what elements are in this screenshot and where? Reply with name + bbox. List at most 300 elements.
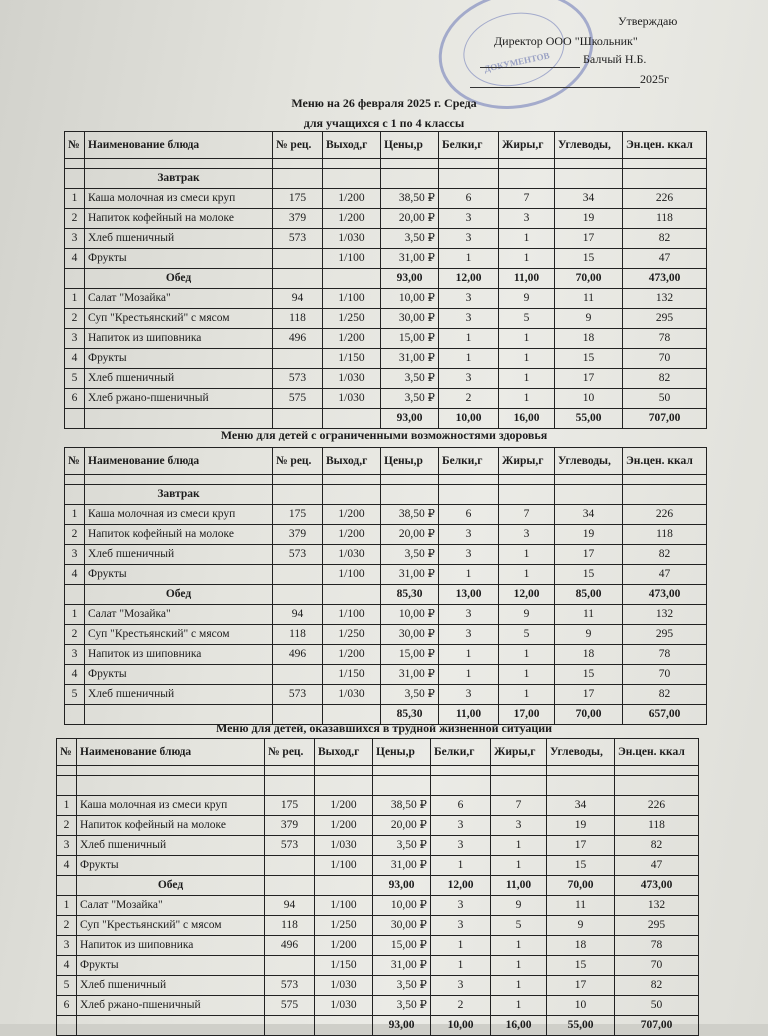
- price: 3,50 ₽: [381, 389, 439, 409]
- portion-output: 1/250: [323, 309, 381, 329]
- fats: 1: [499, 389, 555, 409]
- carbohydrates: 17: [555, 545, 623, 565]
- dish-name: Хлеб ржано-пшеничный: [85, 389, 273, 409]
- table-header: [65, 448, 707, 475]
- approval-date: 2025г: [470, 72, 669, 88]
- energy-kcal: 132: [623, 605, 707, 625]
- carbohydrates: 17: [555, 229, 623, 249]
- row-number: 3: [57, 836, 77, 856]
- price: 15,00 ₽: [381, 645, 439, 665]
- fats: 5: [499, 625, 555, 645]
- table-row: [57, 816, 699, 836]
- empty-cell: [323, 585, 381, 605]
- fats: 5: [491, 916, 547, 936]
- recipe-number: 573: [273, 369, 323, 389]
- proteins: 1: [439, 349, 499, 369]
- recipe-number: [273, 665, 323, 685]
- total-price: 93,00: [373, 876, 431, 896]
- recipe-number: [265, 956, 315, 976]
- meal-label: [85, 409, 273, 429]
- energy-kcal: 70: [623, 665, 707, 685]
- price: 38,50 ₽: [381, 505, 439, 525]
- table-row: [65, 309, 707, 329]
- recipe-number: 175: [273, 505, 323, 525]
- empty-cell: [65, 269, 85, 289]
- empty-cell: [273, 169, 323, 189]
- energy-kcal: 118: [623, 525, 707, 545]
- fats: 1: [491, 956, 547, 976]
- proteins: 6: [439, 189, 499, 209]
- empty-cell: [323, 159, 381, 169]
- empty-cell: [381, 169, 439, 189]
- empty-cell: [381, 475, 439, 485]
- approval-signatory: Балчый Н.Б.: [583, 52, 647, 66]
- portion-output: 1/100: [323, 565, 381, 585]
- column-header: Выход,г: [315, 739, 373, 766]
- carbohydrates: 11: [555, 605, 623, 625]
- fats: 7: [491, 796, 547, 816]
- energy-kcal: 295: [623, 625, 707, 645]
- proteins: 3: [431, 976, 491, 996]
- price: 30,00 ₽: [381, 309, 439, 329]
- dish-name: Фрукты: [85, 565, 273, 585]
- dish-name: Напиток из шиповника: [85, 329, 273, 349]
- carbohydrates: 17: [555, 369, 623, 389]
- column-header: Цены,р: [381, 448, 439, 475]
- fats: 1: [499, 645, 555, 665]
- dish-name: Фрукты: [85, 665, 273, 685]
- proteins: 3: [431, 916, 491, 936]
- proteins: 1: [439, 329, 499, 349]
- table-row: [57, 856, 699, 876]
- column-header: Наименование блюда: [85, 448, 273, 475]
- proteins: 1: [431, 936, 491, 956]
- proteins: 6: [431, 796, 491, 816]
- column-header: Эн.цен. ккал: [623, 132, 707, 159]
- carbohydrates: 15: [555, 349, 623, 369]
- empty-cell: [499, 159, 555, 169]
- price: 3,50 ₽: [381, 229, 439, 249]
- row-number: 2: [65, 625, 85, 645]
- empty-cell: [65, 475, 85, 485]
- empty-cell: [323, 475, 381, 485]
- proteins: 1: [439, 665, 499, 685]
- fats: 3: [491, 816, 547, 836]
- meal-label: Обед: [85, 269, 273, 289]
- empty-cell: [273, 485, 323, 505]
- energy-kcal: 118: [615, 816, 699, 836]
- energy-kcal: 82: [623, 229, 707, 249]
- total-price: 93,00: [381, 409, 439, 429]
- column-header: Цены,р: [381, 132, 439, 159]
- breakfast-total-row: [65, 269, 707, 289]
- column-header: №: [57, 739, 77, 766]
- proteins: 3: [439, 209, 499, 229]
- dish-name: Салат "Мозайка": [85, 289, 273, 309]
- menu-table: [64, 447, 707, 725]
- energy-kcal: 70: [623, 349, 707, 369]
- total-fats: 16,00: [491, 1016, 547, 1036]
- row-number: 4: [65, 349, 85, 369]
- empty-cell: [65, 169, 85, 189]
- recipe-number: 573: [273, 545, 323, 565]
- dish-name: Напиток из шиповника: [85, 645, 273, 665]
- carbohydrates: 10: [547, 996, 615, 1016]
- row-number: 6: [65, 389, 85, 409]
- row-number: 3: [65, 545, 85, 565]
- carbohydrates: 15: [555, 665, 623, 685]
- column-header: Выход,г: [323, 132, 381, 159]
- empty-cell: [499, 485, 555, 505]
- breakfast-header-row: [65, 169, 707, 189]
- empty-cell: [381, 159, 439, 169]
- section-title: Меню для детей с ограниченными возможностями здоровья: [220, 428, 548, 442]
- row-number: 1: [65, 605, 85, 625]
- empty-cell: [323, 169, 381, 189]
- total-fats: 16,00: [499, 409, 555, 429]
- empty-cell: [323, 409, 381, 429]
- spacer-row: [57, 766, 699, 776]
- carbohydrates: 11: [555, 289, 623, 309]
- total-fats: 11,00: [499, 269, 555, 289]
- portion-output: 1/030: [315, 976, 373, 996]
- empty-cell: [273, 475, 323, 485]
- energy-kcal: 295: [623, 309, 707, 329]
- total-fats: 12,00: [499, 585, 555, 605]
- recipe-number: 573: [265, 836, 315, 856]
- price: 3,50 ₽: [381, 545, 439, 565]
- spacer-row: [65, 159, 707, 169]
- recipe-number: 379: [273, 209, 323, 229]
- carbohydrates: 34: [555, 505, 623, 525]
- empty-cell: [65, 485, 85, 505]
- row-number: 1: [65, 289, 85, 309]
- total-carbohydrates: 70,00: [555, 705, 623, 725]
- row-number: 3: [65, 229, 85, 249]
- total-proteins: 12,00: [439, 269, 499, 289]
- total-proteins: 10,00: [431, 1016, 491, 1036]
- proteins: 1: [431, 856, 491, 876]
- row-number: 4: [57, 956, 77, 976]
- proteins: 3: [431, 836, 491, 856]
- total-fats: 11,00: [491, 876, 547, 896]
- proteins: 1: [431, 956, 491, 976]
- empty-cell: [439, 485, 499, 505]
- energy-kcal: 118: [623, 209, 707, 229]
- portion-output: 1/030: [323, 685, 381, 705]
- total-proteins: 11,00: [439, 705, 499, 725]
- empty-cell: [623, 485, 707, 505]
- dish-name: Суп "Крестьянский" с мясом: [85, 309, 273, 329]
- portion-output: 1/250: [315, 916, 373, 936]
- portion-output: 1/030: [323, 545, 381, 565]
- fats: 1: [491, 996, 547, 1016]
- energy-kcal: 50: [615, 996, 699, 1016]
- carbohydrates: 15: [547, 956, 615, 976]
- stamp-text: ДОКУМЕНТОВ: [483, 50, 551, 74]
- recipe-number: [273, 249, 323, 269]
- column-header: Углеводы,: [547, 739, 615, 766]
- empty-cell: [555, 485, 623, 505]
- row-number: 1: [65, 189, 85, 209]
- carbohydrates: 17: [547, 976, 615, 996]
- energy-kcal: 132: [623, 289, 707, 309]
- table-row: [57, 996, 699, 1016]
- dish-name: Салат "Мозайка": [85, 605, 273, 625]
- row-number: 1: [57, 796, 77, 816]
- empty-cell: [273, 269, 323, 289]
- total-energy: 707,00: [615, 1016, 699, 1036]
- row-number: 5: [57, 976, 77, 996]
- table-row: [65, 329, 707, 349]
- empty-cell: [265, 776, 315, 796]
- empty-cell: [77, 766, 265, 776]
- column-header: Наименование блюда: [77, 739, 265, 766]
- fats: 3: [499, 525, 555, 545]
- dish-name: Фрукты: [77, 956, 265, 976]
- recipe-number: 94: [273, 605, 323, 625]
- table-row: [65, 645, 707, 665]
- proteins: 3: [439, 229, 499, 249]
- empty-cell: [373, 766, 431, 776]
- portion-output: 1/030: [323, 229, 381, 249]
- price: 31,00 ₽: [381, 565, 439, 585]
- recipe-number: [273, 565, 323, 585]
- total-carbohydrates: 70,00: [555, 269, 623, 289]
- empty-cell: [323, 485, 381, 505]
- recipe-number: 118: [273, 309, 323, 329]
- recipe-number: 379: [273, 525, 323, 545]
- fats: 1: [499, 685, 555, 705]
- column-header: Наименование блюда: [85, 132, 273, 159]
- fats: 7: [499, 189, 555, 209]
- carbohydrates: 9: [547, 916, 615, 936]
- price: 20,00 ₽: [381, 525, 439, 545]
- row-number: 5: [65, 369, 85, 389]
- proteins: 3: [431, 816, 491, 836]
- recipe-number: 573: [265, 976, 315, 996]
- column-header: Белки,г: [431, 739, 491, 766]
- price: 31,00 ₽: [381, 349, 439, 369]
- fats: 1: [499, 329, 555, 349]
- carbohydrates: 18: [555, 329, 623, 349]
- column-header: Эн.цен. ккал: [623, 448, 707, 475]
- portion-output: 1/030: [315, 996, 373, 1016]
- proteins: 2: [431, 996, 491, 1016]
- dish-name: Хлеб пшеничный: [85, 229, 273, 249]
- dish-name: Напиток кофейный на молоке: [85, 209, 273, 229]
- empty-cell: [555, 475, 623, 485]
- proteins: 3: [439, 309, 499, 329]
- table-row: [57, 896, 699, 916]
- row-number: 4: [65, 565, 85, 585]
- fats: 1: [499, 565, 555, 585]
- portion-output: 1/100: [323, 249, 381, 269]
- dish-name: Хлеб ржано-пшеничный: [77, 996, 265, 1016]
- price: 20,00 ₽: [373, 816, 431, 836]
- empty-cell: [315, 776, 373, 796]
- table-row: [57, 796, 699, 816]
- empty-cell: [273, 159, 323, 169]
- empty-cell: [65, 159, 85, 169]
- fats: 9: [499, 605, 555, 625]
- breakfast-header-row: [57, 776, 699, 796]
- total-carbohydrates: 85,00: [555, 585, 623, 605]
- empty-cell: [555, 169, 623, 189]
- fats: 1: [499, 545, 555, 565]
- empty-cell: [499, 475, 555, 485]
- price: 38,50 ₽: [381, 189, 439, 209]
- meal-label: [77, 776, 265, 796]
- dish-name: Фрукты: [85, 249, 273, 269]
- carbohydrates: 18: [555, 645, 623, 665]
- carbohydrates: 34: [555, 189, 623, 209]
- dish-name: Хлеб пшеничный: [77, 836, 265, 856]
- recipe-number: 496: [273, 329, 323, 349]
- total-price: 93,00: [381, 269, 439, 289]
- dish-name: Каша молочная из смеси круп: [77, 796, 265, 816]
- portion-output: 1/030: [323, 369, 381, 389]
- spacer-row: [65, 475, 707, 485]
- recipe-number: 573: [273, 229, 323, 249]
- empty-cell: [547, 766, 615, 776]
- table-row: [57, 976, 699, 996]
- price: 15,00 ₽: [373, 936, 431, 956]
- portion-output: 1/200: [323, 525, 381, 545]
- total-carbohydrates: 55,00: [547, 1016, 615, 1036]
- meal-label: Завтрак: [85, 169, 273, 189]
- portion-output: 1/100: [315, 856, 373, 876]
- recipe-number: 175: [265, 796, 315, 816]
- portion-output: 1/200: [315, 816, 373, 836]
- energy-kcal: 226: [623, 189, 707, 209]
- meal-label: Обед: [77, 876, 265, 896]
- proteins: 3: [439, 369, 499, 389]
- proteins: 2: [439, 389, 499, 409]
- portion-output: 1/150: [315, 956, 373, 976]
- recipe-number: 175: [273, 189, 323, 209]
- recipe-number: [273, 349, 323, 369]
- empty-cell: [373, 776, 431, 796]
- column-header: № рец.: [265, 739, 315, 766]
- proteins: 3: [439, 685, 499, 705]
- fats: 1: [499, 229, 555, 249]
- empty-cell: [273, 585, 323, 605]
- price: 15,00 ₽: [381, 329, 439, 349]
- approval-position: Директор ООО "Школьник": [494, 34, 638, 48]
- total-energy: 473,00: [623, 585, 707, 605]
- table-row: [65, 665, 707, 685]
- recipe-number: [265, 856, 315, 876]
- price: 10,00 ₽: [381, 289, 439, 309]
- proteins: 3: [439, 605, 499, 625]
- recipe-number: 575: [273, 389, 323, 409]
- recipe-number: 496: [273, 645, 323, 665]
- total-energy: 657,00: [623, 705, 707, 725]
- menu-table: [56, 738, 699, 1036]
- carbohydrates: 15: [555, 249, 623, 269]
- energy-kcal: 226: [615, 796, 699, 816]
- column-header: № рец.: [273, 132, 323, 159]
- row-number: 2: [65, 209, 85, 229]
- table-row: [65, 565, 707, 585]
- portion-output: 1/200: [323, 189, 381, 209]
- table-row: [65, 369, 707, 389]
- meal-label: [77, 1016, 265, 1036]
- dish-name: Каша молочная из смеси круп: [85, 189, 273, 209]
- dish-name: Напиток кофейный на молоке: [85, 525, 273, 545]
- column-header: № рец.: [273, 448, 323, 475]
- empty-cell: [381, 485, 439, 505]
- column-header: Жиры,г: [499, 132, 555, 159]
- empty-cell: [323, 269, 381, 289]
- empty-cell: [491, 766, 547, 776]
- recipe-number: 118: [265, 916, 315, 936]
- empty-cell: [615, 766, 699, 776]
- proteins: 3: [439, 625, 499, 645]
- column-header: Жиры,г: [499, 448, 555, 475]
- lunch-total-row: [57, 1016, 699, 1036]
- fats: 1: [491, 936, 547, 956]
- total-proteins: 13,00: [439, 585, 499, 605]
- empty-cell: [315, 766, 373, 776]
- dish-name: Хлеб пшеничный: [85, 685, 273, 705]
- energy-kcal: 82: [623, 685, 707, 705]
- empty-cell: [439, 475, 499, 485]
- portion-output: 1/030: [323, 389, 381, 409]
- portion-output: 1/200: [323, 505, 381, 525]
- recipe-number: 575: [265, 996, 315, 1016]
- breakfast-total-row: [65, 585, 707, 605]
- fats: 1: [499, 369, 555, 389]
- column-header: Белки,г: [439, 448, 499, 475]
- price: 31,00 ₽: [381, 249, 439, 269]
- energy-kcal: 82: [623, 369, 707, 389]
- menu-subtitle: для учащихся с 1 по 4 классы: [303, 116, 465, 130]
- total-energy: 473,00: [615, 876, 699, 896]
- table-row: [65, 389, 707, 409]
- portion-output: 1/200: [315, 796, 373, 816]
- row-number: 2: [65, 525, 85, 545]
- empty-cell: [65, 585, 85, 605]
- energy-kcal: 50: [623, 389, 707, 409]
- empty-cell: [315, 876, 373, 896]
- row-number: 2: [57, 816, 77, 836]
- carbohydrates: 34: [547, 796, 615, 816]
- empty-cell: [439, 159, 499, 169]
- empty-cell: [265, 1016, 315, 1036]
- fats: 1: [491, 976, 547, 996]
- energy-kcal: 78: [623, 329, 707, 349]
- price: 30,00 ₽: [373, 916, 431, 936]
- carbohydrates: 10: [555, 389, 623, 409]
- fats: 1: [499, 249, 555, 269]
- empty-cell: [491, 776, 547, 796]
- column-header: Жиры,г: [491, 739, 547, 766]
- carbohydrates: 9: [555, 309, 623, 329]
- meal-label: Обед: [85, 585, 273, 605]
- energy-kcal: 295: [615, 916, 699, 936]
- table-row: [65, 189, 707, 209]
- carbohydrates: 15: [547, 856, 615, 876]
- dish-name: Каша молочная из смеси круп: [85, 505, 273, 525]
- price: 3,50 ₽: [381, 369, 439, 389]
- dish-name: Хлеб пшеничный: [85, 369, 273, 389]
- table-row: [65, 625, 707, 645]
- dish-name: Напиток кофейный на молоке: [77, 816, 265, 836]
- energy-kcal: 47: [623, 249, 707, 269]
- energy-kcal: 47: [615, 856, 699, 876]
